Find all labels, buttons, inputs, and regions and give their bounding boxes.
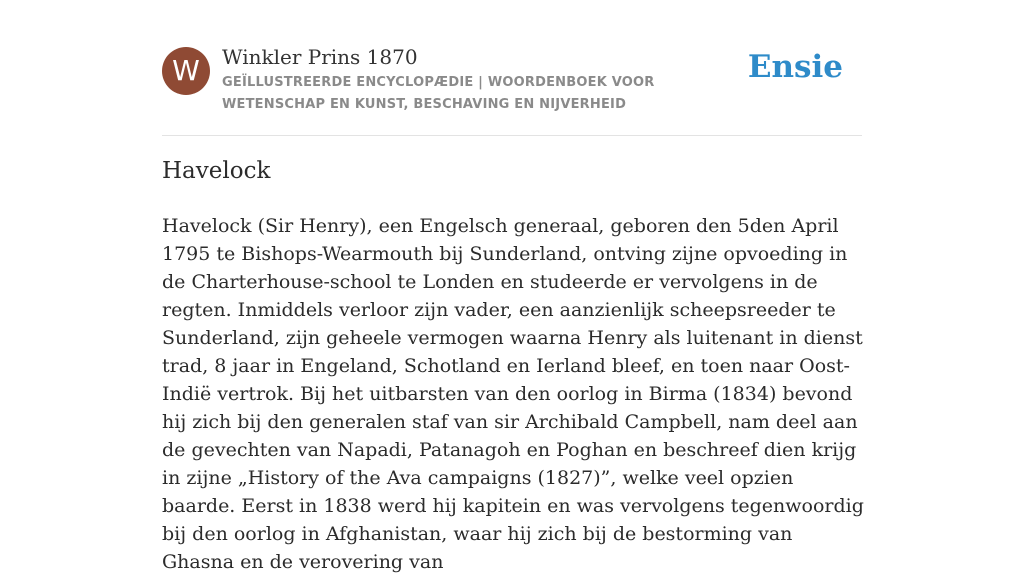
source-avatar[interactable]: W xyxy=(162,47,210,95)
article-body: Havelock (Sir Henry), een Engelsch generaal, geboren den 5den April 1795 te Bishops-Wearmouth bij Sunderland, ontving zijne opvoeding in de Charterhouse-school te Londen en studeerde er vervolgens in de regten. Inmiddels verloor zijn vader, een aanzienlijk scheepsreeder te Sunderland, zijn geheele vermogen waarna Henry als luitenant in dienst trad, 8 jaar in Engeland, Schotland en Ierland bleef, en toen naar Oost-Indië vertrok. Bij het uitbarsten van den oorlog in Birma (1834) bevond hij zich bij den generalen staf van sir Archibald Campbell, nam deel aan de gevechten van Napadi, Patanagoh en Poghan en beschreef dien krijg in zijne „History of the Ava campaigns (1827)”, welke veel opzien baarde. Eerst in 1838 werd hij kapitein en was vervolgens tegenwoordig bij den oorlog in Afghanistan, waar hij zich bij de bestorming van Ghasna en de verovering van xyxy=(162,215,864,573)
source-title[interactable]: Winkler Prins 1870 xyxy=(222,45,418,69)
source-header xyxy=(162,44,862,136)
ensie-logo[interactable]: Ensie xyxy=(747,49,843,85)
article-title: Havelock xyxy=(162,158,271,184)
source-subtitle: GEÏLLUSTREERDE ENCYCLOPÆDIE | WOORDENBOEK VOOR WETENSCHAP EN KUNST, BESCHAVING EN NIJVERHEID xyxy=(222,75,655,112)
